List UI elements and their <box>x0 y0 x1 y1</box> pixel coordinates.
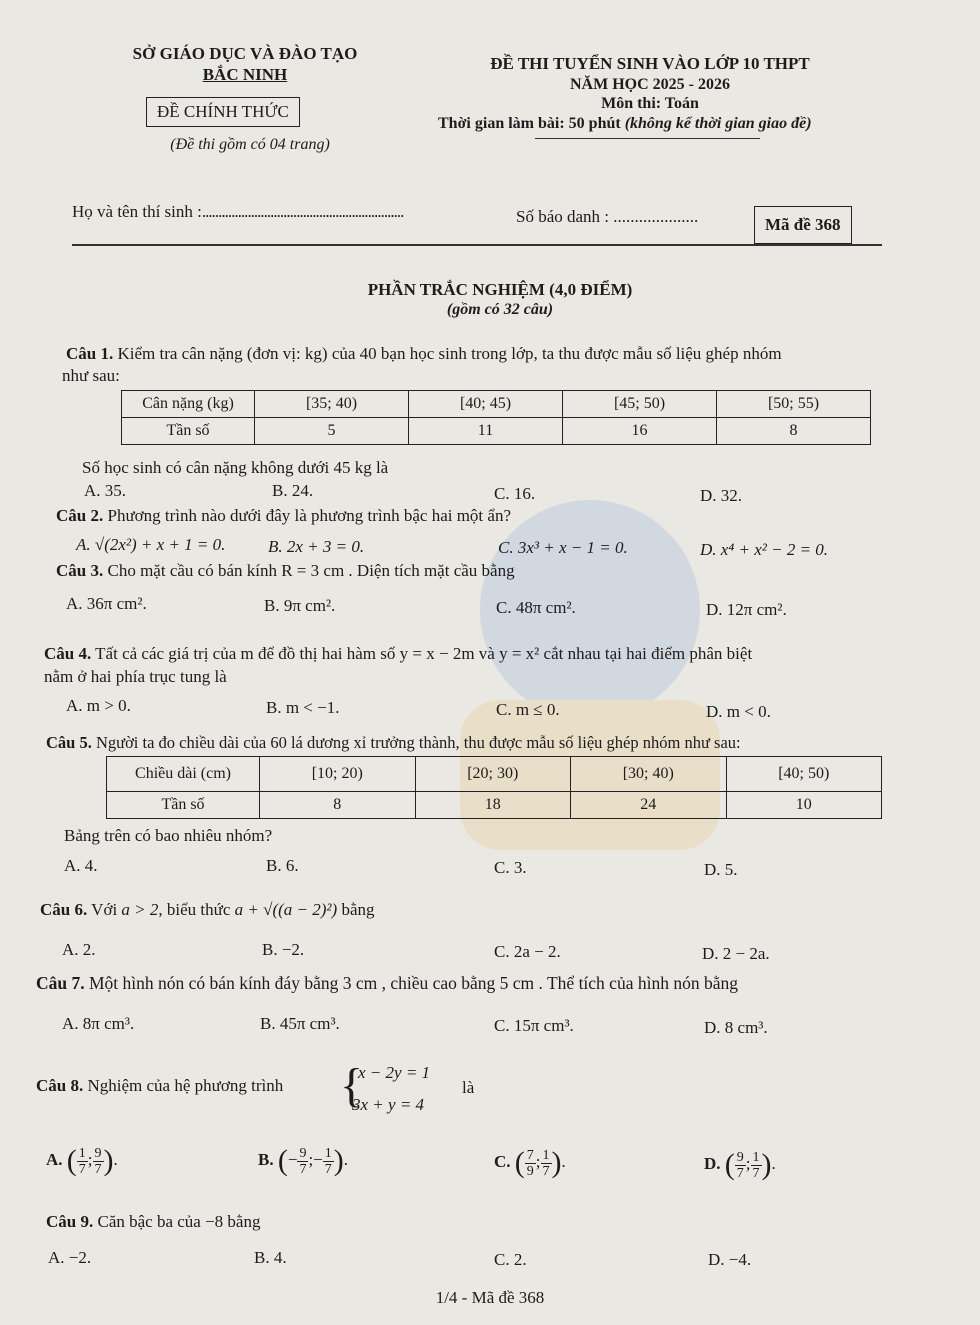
q8-a-d1: 7 <box>78 1161 86 1177</box>
q8-a-n1: 1 <box>78 1145 86 1161</box>
q7-text <box>36 973 738 994</box>
q4-label: Câu 4. <box>44 644 92 663</box>
q8-d-d2: 7 <box>752 1165 760 1181</box>
q8-letter-c: C. <box>494 1151 511 1171</box>
q5-td: Tần số <box>107 792 260 819</box>
q1-th: [35; 40) <box>255 391 409 418</box>
q5-question: Bảng trên có bao nhiêu nhóm? <box>64 826 273 845</box>
page-footer: 1/4 - Mã đề 368 <box>435 1288 545 1307</box>
q6-option-c: C. 2a − 2. <box>494 942 561 961</box>
q9-option-d: D. −4. <box>708 1250 752 1269</box>
q9-body: Căn bậc ba của −8 bằng <box>93 1212 261 1231</box>
q8-suffix: là <box>462 1078 475 1097</box>
q5-td: 8 <box>260 792 416 819</box>
q5-th: [40; 50) <box>726 757 882 792</box>
q4-text <box>44 644 752 664</box>
q6-option-b: B. −2. <box>262 940 305 959</box>
q1-td: 11 <box>409 418 563 445</box>
q5-td: 10 <box>726 792 882 819</box>
q4-body-a: Tất cả các giá trị của m để đồ thị hai hàm số y = x − 2m và y = x² cắt nhau tại hai điểm phân biệt <box>91 644 753 663</box>
time-value: 50 phút <box>568 115 621 132</box>
q1-table-row <box>122 418 871 445</box>
q6-body-b: , biểu thức <box>158 900 235 919</box>
q8-a-d2: 7 <box>94 1161 102 1177</box>
time-label: Thời gian làm bài: <box>438 115 569 132</box>
q2-option-d: D. x⁴ + x² − 2 = 0. <box>700 540 829 559</box>
candidate-name-row <box>72 202 403 222</box>
q2-text <box>56 506 511 526</box>
q4-option-d: D. m < 0. <box>706 702 771 721</box>
q1-td: Tần số <box>122 418 255 445</box>
q8-option-d: D. ( $\frac{9}{7}$ ; $\frac{1}{7}$ ). <box>704 1148 776 1181</box>
q9-option-c: C. 2. <box>494 1250 527 1269</box>
q5-option-c: C. 3. <box>494 858 527 877</box>
q1-option-a: A. 35. <box>84 481 127 500</box>
q5-option-b: B. 6. <box>266 856 299 875</box>
time-underline <box>535 138 760 139</box>
name-dots: .............................................................. <box>201 202 404 221</box>
q1-table-header <box>122 391 871 418</box>
q3-label: Câu 3. <box>56 561 104 580</box>
q7-option-a: A. 8π cm³. <box>62 1014 135 1033</box>
q8-option-c: C. ( $\frac{7}{9}$ ; $\frac{1}{7}$ ). <box>494 1146 566 1179</box>
q8-eq2: 3x + y = 4 <box>352 1095 425 1114</box>
q1-th: [40; 45) <box>409 391 563 418</box>
q8-letter-a: A. <box>46 1149 63 1169</box>
q8-text <box>36 1076 283 1096</box>
q8-letter-b: B. <box>258 1149 274 1169</box>
subject: Môn thi: Toán <box>601 95 699 112</box>
q3-option-a: A. 36π cm². <box>66 594 147 613</box>
q1-td: 5 <box>255 418 409 445</box>
q8-c-d2: 7 <box>542 1163 550 1179</box>
header-divider <box>72 244 882 246</box>
q3-body: Cho mặt cầu có bán kính R = 3 cm . Diện tích mặt cầu bằng <box>103 561 515 580</box>
q8-c-n2: 1 <box>542 1147 550 1163</box>
q1-question: Số học sinh có cân nặng không dưới 45 kg là <box>82 458 389 477</box>
q6-body-a: Với <box>87 900 122 919</box>
q2-label: Câu 2. <box>56 506 104 525</box>
q5-td: 24 <box>571 792 727 819</box>
q1-text-b: như sau: <box>62 366 120 385</box>
q7-label: Câu 7. <box>36 973 85 993</box>
pages-note: (Đề thi gồm có 04 trang) <box>170 136 330 153</box>
q8-b-n2: 1 <box>324 1145 332 1161</box>
q3-option-b: B. 9π cm². <box>264 596 336 615</box>
q1-table <box>121 390 871 445</box>
q6-expr: a + √((a − 2)²) <box>234 900 338 919</box>
q5-th: Chiều dài (cm) <box>107 757 260 792</box>
time-note: (không kể thời gian giao đề) <box>620 115 812 132</box>
q8-c-n1: 7 <box>526 1147 534 1163</box>
q1-option-d: D. 32. <box>700 486 743 505</box>
q2-body: Phương trình nào dưới đây là phương trình bậc hai một ẩn? <box>103 506 511 525</box>
name-label: Họ và tên thí sinh : <box>72 202 202 221</box>
q6-option-a: A. 2. <box>62 940 96 959</box>
q1-th: Cân nặng (kg) <box>122 391 255 418</box>
section-subtitle: (gồm có 32 câu) <box>446 301 554 318</box>
q5-table-row <box>107 792 882 819</box>
q5-text <box>46 733 741 753</box>
q1-text-a: Kiểm tra cân nặng (đơn vị: kg) của 40 bạn học sinh trong lớp, ta thu được mẫu số liệu ghép nhóm <box>113 344 782 363</box>
q8-letter-d: D. <box>704 1153 721 1173</box>
q8-body: Nghiệm của hệ phương trình <box>83 1076 284 1095</box>
q8-b-d2: 7 <box>324 1161 332 1177</box>
q8-a-n2: 9 <box>94 1145 102 1161</box>
q1-label: Câu 1. <box>66 344 114 363</box>
q5-th: [20; 30) <box>415 757 571 792</box>
q8-d-n1: 9 <box>736 1149 744 1165</box>
q6-label: Câu 6. <box>40 900 88 919</box>
q9-label: Câu 9. <box>46 1212 94 1231</box>
q1-option-b: B. 24. <box>272 481 314 500</box>
q8-label: Câu 8. <box>36 1076 84 1095</box>
q2-option-b: B. 2x + 3 = 0. <box>268 537 365 556</box>
q8-b-d1: 7 <box>299 1161 307 1177</box>
q4-option-a: A. m > 0. <box>66 696 131 715</box>
q1-th: [45; 50) <box>563 391 717 418</box>
q6-body-c: bằng <box>337 900 375 919</box>
q8-option-b: B. (− $\frac{9}{7}$ ;− $\frac{1}{7}$ ). <box>258 1144 348 1177</box>
q5-label: Câu 5. <box>46 733 92 752</box>
q5-table <box>106 756 882 819</box>
dept-line2: BẮC NINH <box>202 65 288 84</box>
q5-th: [10; 20) <box>260 757 416 792</box>
official-label: ĐỀ CHÍNH THỨC <box>146 97 300 127</box>
exam-code-box: Mã đề 368 <box>754 206 852 244</box>
q1-td: 8 <box>717 418 871 445</box>
section-title: PHẦN TRẮC NGHIỆM (4,0 ĐIỂM) <box>367 280 633 299</box>
q6-text <box>40 900 374 920</box>
q7-option-b: B. 45π cm³. <box>260 1014 340 1033</box>
q1-text <box>66 344 782 364</box>
school-year: NĂM HỌC 2025 - 2026 <box>570 76 730 93</box>
exam-title: ĐỀ THI TUYỂN SINH VÀO LỚP 10 THPT <box>490 54 810 73</box>
q3-option-c: C. 48π cm². <box>496 598 576 617</box>
q5-table-header <box>107 757 882 792</box>
q2-option-c: C. 3x³ + x − 1 = 0. <box>498 538 628 557</box>
q4-option-b: B. m < −1. <box>266 698 340 717</box>
time-line <box>438 115 812 133</box>
q5-option-a: A. 4. <box>64 856 98 875</box>
brace-icon: { <box>340 1059 364 1112</box>
q7-option-d: D. 8 cm³. <box>704 1018 768 1037</box>
q9-option-b: B. 4. <box>254 1248 287 1267</box>
q5-td: 18 <box>415 792 571 819</box>
q8-d-n2: 1 <box>752 1149 760 1165</box>
q8-d-d1: 7 <box>736 1165 744 1181</box>
dept-line1: SỞ GIÁO DỤC VÀ ĐÀO TẠO <box>132 44 358 63</box>
q4-text-b: nằm ở hai phía trục tung là <box>44 667 227 686</box>
q5-option-d: D. 5. <box>704 860 738 879</box>
q5-th: [30; 40) <box>571 757 727 792</box>
q8-c-d1: 9 <box>526 1163 534 1179</box>
q8-b-n1: 9 <box>299 1145 307 1161</box>
q1-th: [50; 55) <box>717 391 871 418</box>
q1-td: 16 <box>563 418 717 445</box>
candidate-id-row <box>516 207 698 227</box>
q7-option-c: C. 15π cm³. <box>494 1016 574 1035</box>
q5-body: Người ta đo chiều dài của 60 lá dương xỉ trưởng thành, thu được mẫu số liệu ghép nhóm như sau: <box>91 733 741 752</box>
q6-cond: a > 2 <box>121 900 159 919</box>
q9-text <box>46 1212 260 1232</box>
q2-option-a: A. √(2x²) + x + 1 = 0. <box>76 535 226 554</box>
q1-option-c: C. 16. <box>494 484 536 503</box>
q4-option-c: C. m ≤ 0. <box>496 700 560 719</box>
q6-option-d: D. 2 − 2a. <box>702 944 770 963</box>
q3-text <box>56 561 515 581</box>
q7-body: Một hình nón có bán kính đáy bằng 3 cm , chiều cao bằng 5 cm . Thể tích của hình nón bằng <box>84 973 738 993</box>
q8-eq1: x − 2y = 1 <box>358 1063 431 1082</box>
id-label: Số báo danh : <box>516 207 610 226</box>
q8-option-a: A. ( $\frac{1}{7}$ ; $\frac{9}{7}$ ). <box>46 1144 118 1177</box>
q9-option-a: A. −2. <box>48 1248 92 1267</box>
id-dots: .................... <box>613 207 699 226</box>
q3-option-d: D. 12π cm². <box>706 600 787 619</box>
